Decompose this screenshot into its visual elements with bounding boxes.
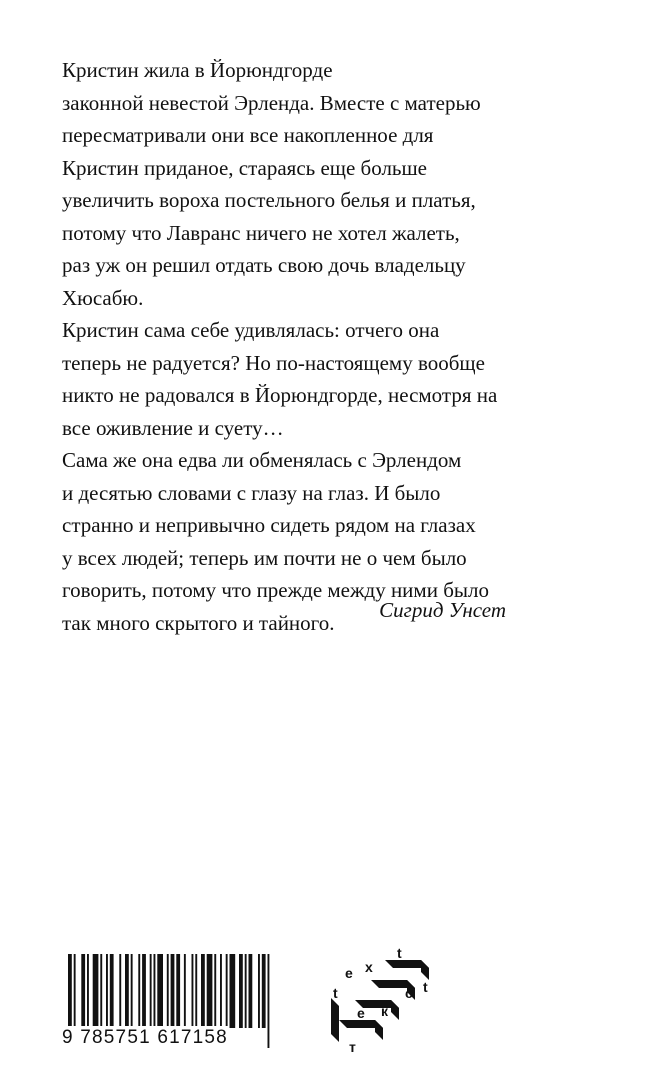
barcode-bar (167, 954, 169, 1028)
barcode-bar (125, 954, 129, 1028)
text-line-9: Кристин сама себе удивлялась: отчего она (62, 318, 440, 342)
barcode-bar (258, 954, 260, 1028)
barcode-bar (110, 954, 114, 1028)
barcode-bar (171, 954, 175, 1028)
barcode-bar (106, 954, 108, 1028)
barcode-bar (142, 954, 146, 1028)
text-line-12: все оживление и суету… (62, 415, 284, 440)
text-line-3: пересматривали они все накопленное для (62, 123, 434, 147)
text-line-11: никто не радовался в Йорюндгорде, несмотря на (62, 383, 498, 407)
barcode-bar (249, 954, 253, 1028)
barcode-bar (207, 954, 213, 1028)
author-signature: Сигрид Унсет (379, 598, 506, 622)
logo-letter-2: е (345, 965, 353, 981)
text-line-10: теперь не радуется? Но по-настоящему вообще (62, 350, 485, 375)
barcode-bar (138, 954, 140, 1028)
barcode-bar (154, 954, 156, 1028)
publisher-logo (325, 946, 440, 1056)
barcode-bar (226, 954, 228, 1028)
barcode-bar (81, 954, 85, 1028)
barcode-bar (201, 954, 205, 1028)
barcode-bar (176, 954, 180, 1028)
logo-letter-8: к (381, 1003, 389, 1019)
isbn-number: 9 785751 617158 (62, 1027, 228, 1048)
text-line-16: у всех людей; теперь им почти не о чем было (62, 545, 467, 570)
barcode-bar (195, 954, 197, 1028)
text-line-14: и десятью словами с глазу на глаз. И было (62, 480, 441, 505)
logo-letter-4: t (333, 985, 338, 1001)
text-line-5: увеличить вороха постельного белья и платья, (62, 188, 476, 212)
text-line-13: Сама же она едва ли обменялась с Эрлендом (62, 448, 462, 472)
logo-letter-6: t (423, 979, 428, 995)
barcode-bar (220, 954, 222, 1028)
text-line-15: странно и непривычно сидеть рядом на глазах (62, 513, 476, 537)
barcode-bar (268, 954, 270, 1048)
logo-letter-1: t (397, 946, 402, 961)
text-line-8: Хюсабю. (62, 285, 144, 310)
barcode-bar (131, 954, 133, 1028)
barcode-bar (87, 954, 89, 1028)
text-line-6: потому что Лавранс ничего не хотел жалеть, (62, 220, 460, 245)
logo-letter-5: с (405, 985, 413, 1001)
barcode-bar (214, 954, 216, 1028)
barcode-bar (93, 954, 99, 1028)
barcode-bar (100, 954, 102, 1028)
barcode-bar (230, 954, 236, 1028)
text-line-17: говорить, потому что прежде между ними было (62, 578, 489, 602)
barcode-bar (192, 954, 194, 1028)
barcode-bar (245, 954, 247, 1028)
annotation-text (62, 54, 622, 639)
barcode-bar (157, 954, 163, 1028)
text-line-1: Кристин жила в Йорюндгорде (62, 58, 333, 82)
isbn-barcode (62, 954, 270, 1054)
logo-letter-7: е (357, 1005, 365, 1021)
barcode-bar (262, 954, 266, 1028)
barcode-bar (184, 954, 186, 1028)
text-line-2: законной невестой Эрленда. Вместе с матерью (62, 90, 481, 115)
barcode-bar (119, 954, 121, 1028)
text-line-7: раз уж он решил отдать свою дочь владельцу (62, 253, 466, 277)
barcode-bar (150, 954, 152, 1028)
text-line-18: так много скрытого и тайного. (62, 610, 335, 635)
text-line-4: Кристин приданое, стараясь еще больше (62, 155, 427, 180)
logo-letter-3: х (365, 959, 373, 975)
logo-letter-9: т (349, 1039, 356, 1055)
barcode-bar (239, 954, 243, 1028)
